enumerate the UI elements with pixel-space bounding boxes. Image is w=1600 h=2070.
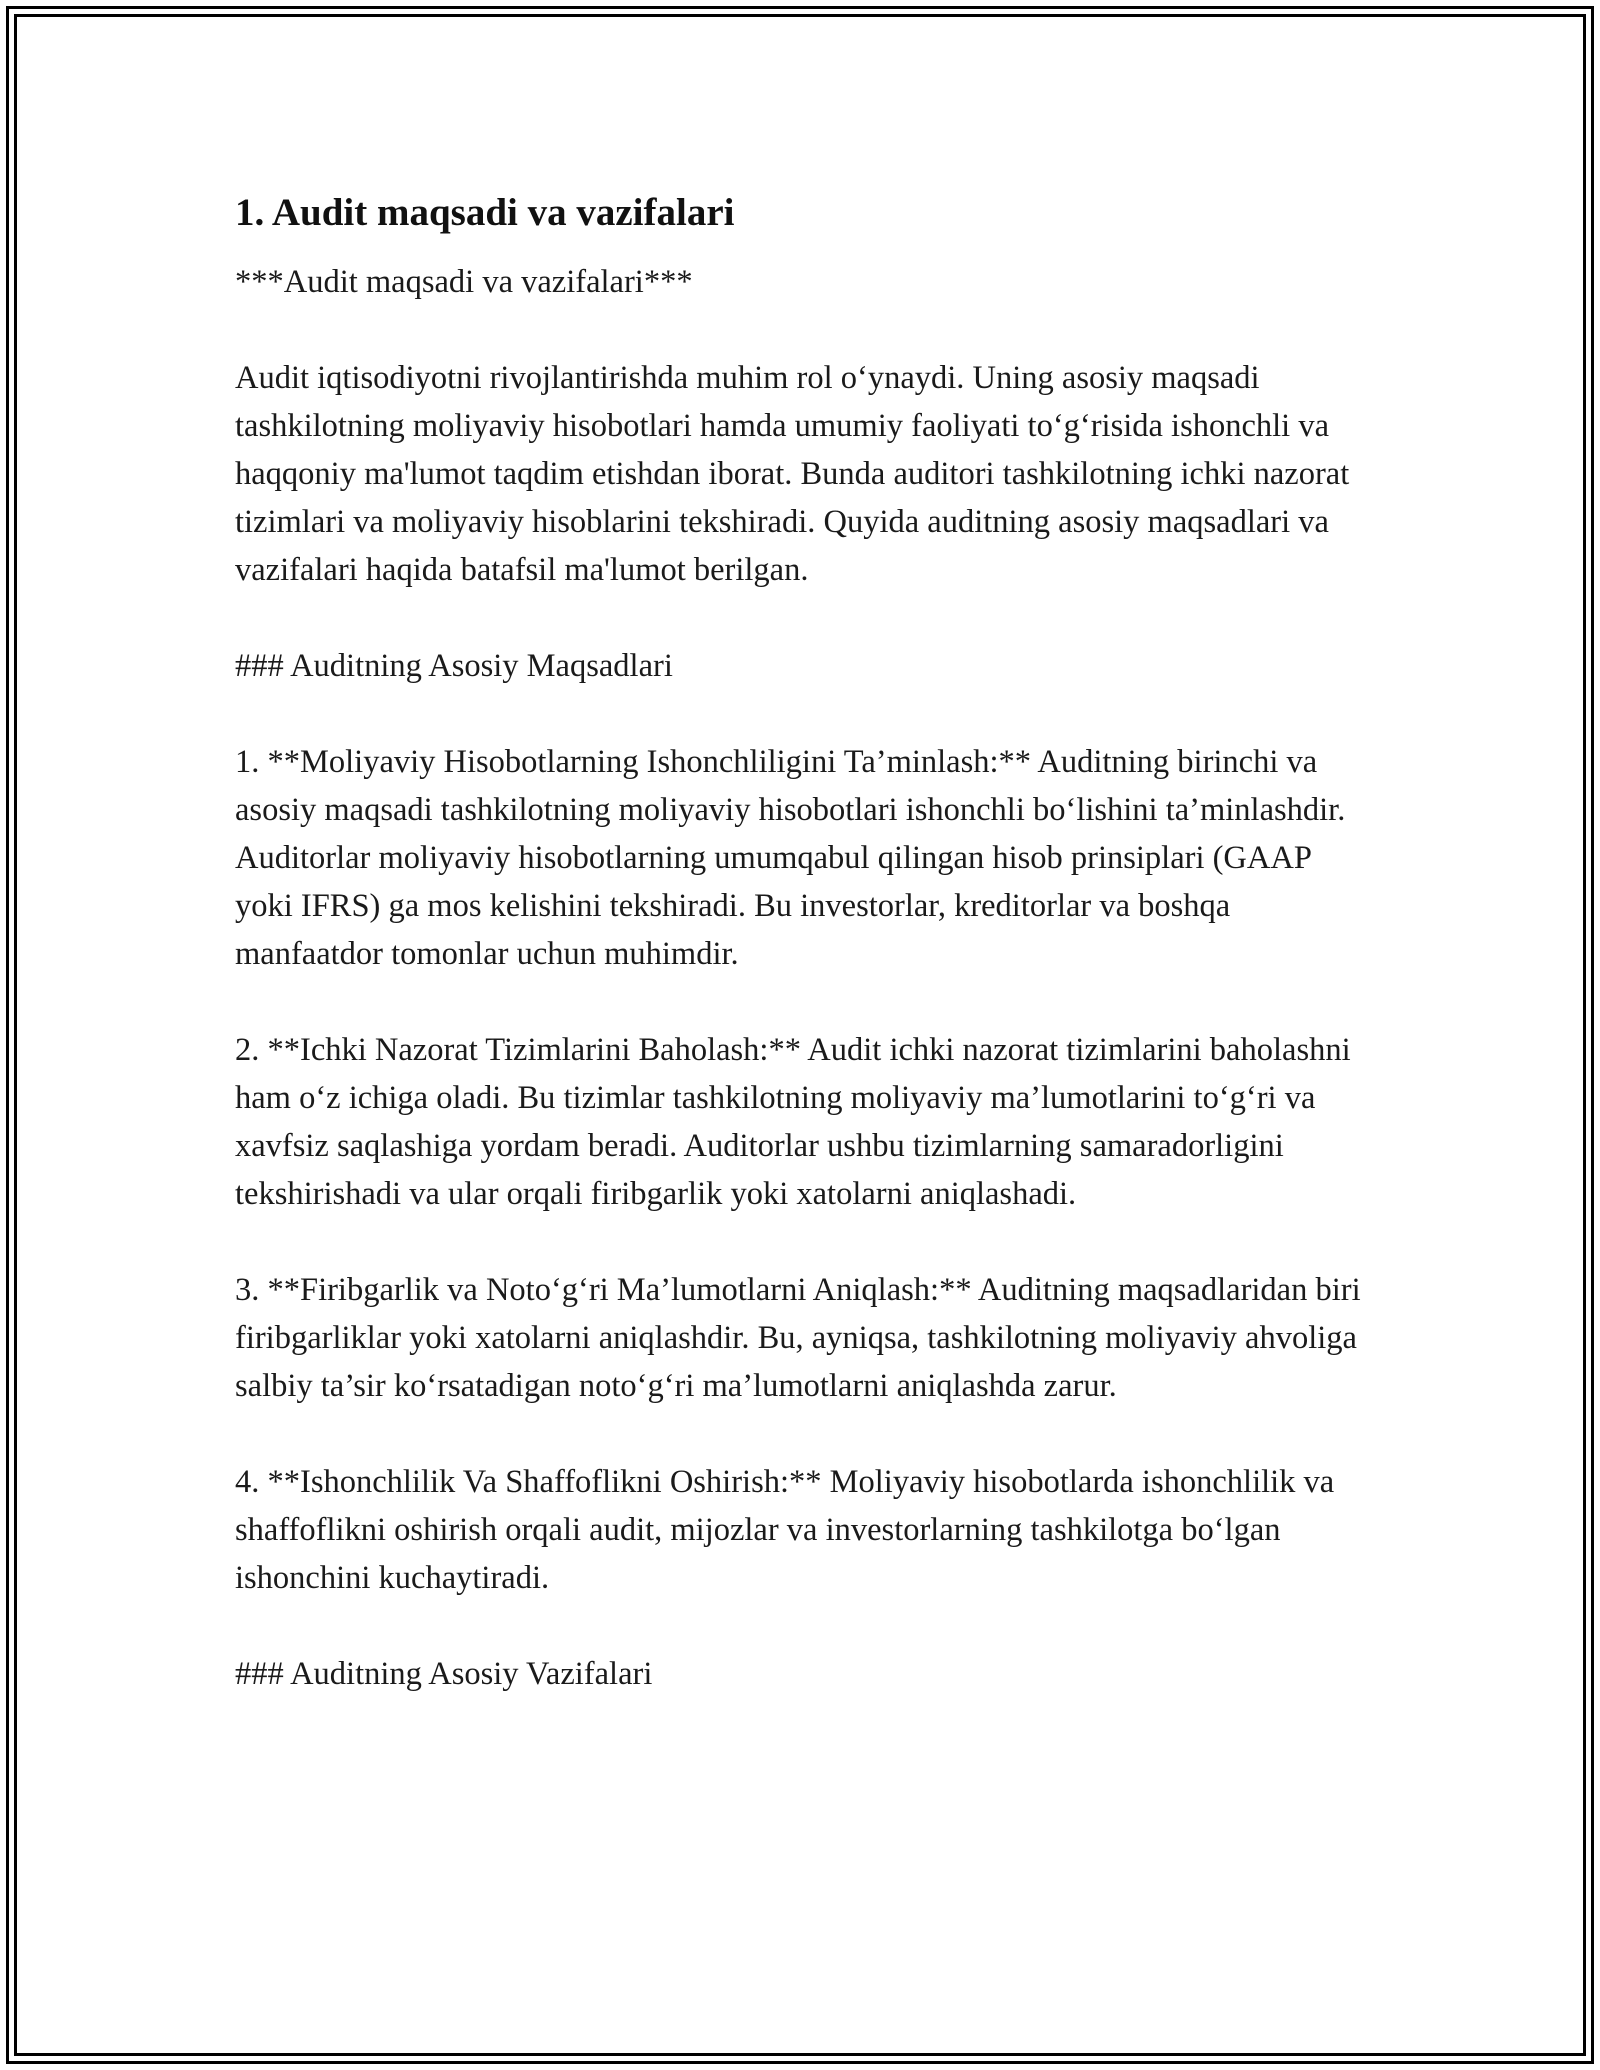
- section-heading-goals: ### Auditning Asosiy Maqsadlari: [235, 648, 673, 684]
- list-item: 3. **Firibgarlik va Noto‘g‘ri Ma’lumotlarni Aniqlash:** Auditning maqsadlaridan biri firibgarliklar yoki xatolarni aniqlashdir. Bu, ayniqsa, tashkilotning moliyaviy ahvoliga salbiy ta’sir ko‘rsatadigan noto‘g‘ri ma’lumotlarni aniqlashda zarur.: [235, 1272, 1361, 1404]
- list-item: 4. **Ishonchlilik Va Shaffoflikni Oshirish:** Moliyaviy hisobotlarda ishonchlilik va shaffoflikni oshirish orqali audit, mijozlar va investorlarning tashkilotga bo‘lgan ishonchini kuchaytiradi.: [235, 1464, 1335, 1596]
- document-body: [235, 188, 1375, 1746]
- list-item: 1. **Moliyaviy Hisobotlarning Ishonchliligini Ta’minlash:** Auditning birinchi va asosiy maqsadi tashkilotning moliyaviy hisobotlari ishonchli bo‘lishini ta’minlashdir. Auditorlar moliyaviy hisobotlarning umumqabul qilingan hisob prinsiplari (GAAP yoki IFRS) ga mos kelishini tekshiradi. Bu investorlar, kreditorlar va boshqa manfaatdor tomonlar uchun muhimdir.: [235, 744, 1346, 972]
- document-subtitle: ***Audit maqsadi va vazifalari***: [235, 264, 693, 300]
- section-heading-tasks: ### Auditning Asosiy Vazifalari: [235, 1656, 653, 1692]
- document-title: 1. Audit maqsadi va vazifalari: [235, 191, 735, 234]
- list-item: 2. **Ichki Nazorat Tizimlarini Baholash:** Audit ichki nazorat tizimlarini baholashni ham o‘z ichiga oladi. Bu tizimlar tashkilotning moliyaviy ma’lumotlarini to‘g‘ri va xavfsiz saqlashiga yordam beradi. Auditorlar ushbu tizimlarning samaradorligini tekshirishadi va ular orqali firibgarlik yoki xatolarni aniqlashadi.: [235, 1032, 1351, 1212]
- intro-paragraph: Audit iqtisodiyotni rivojlantirishda muhim rol o‘ynaydi. Uning asosiy maqsadi tashkilotning moliyaviy hisobotlari hamda umumiy faoliyati to‘g‘risida ishonchli va haqqoniy ma'lumot taqdim etishdan iborat. Bunda auditori tashkilotning ichki nazorat tizimlari va moliyaviy hisoblarini tekshiradi. Quyida auditning asosiy maqsadlari va vazifalari haqida batafsil ma'lumot berilgan.: [235, 360, 1350, 588]
